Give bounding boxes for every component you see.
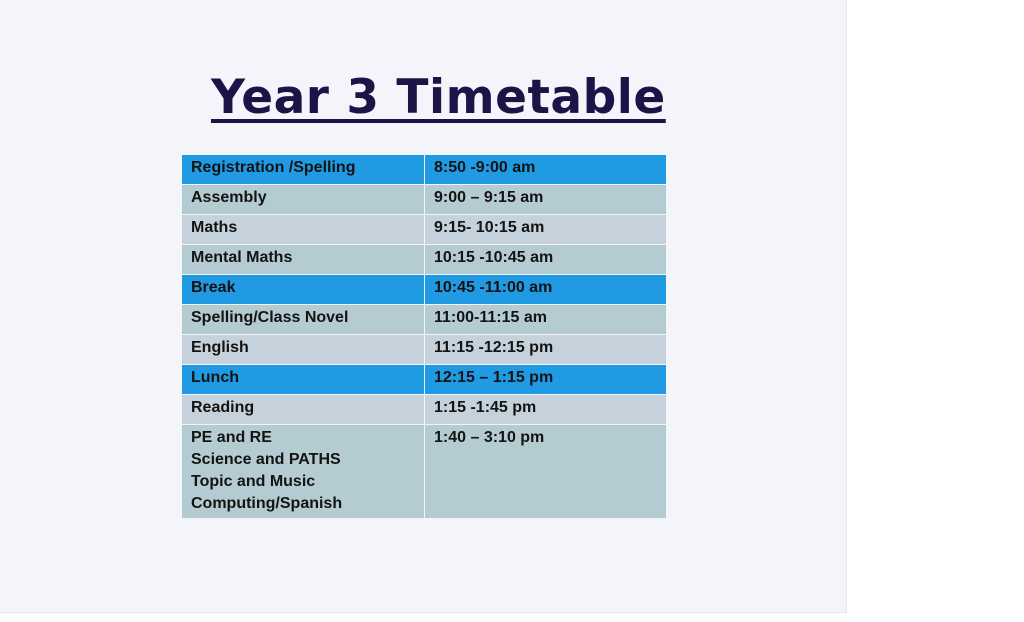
subject-cell: Reading: [182, 395, 425, 425]
time-cell: 1:15 -1:45 pm: [425, 395, 667, 425]
time-cell: 9:15- 10:15 am: [425, 215, 667, 245]
page-title: Year 3 Timetable: [211, 70, 666, 125]
time-cell: 10:45 -11:00 am: [425, 275, 667, 305]
subject-cell: Spelling/Class Novel: [182, 305, 425, 335]
table-row: [182, 425, 667, 519]
subject-cell: [182, 425, 425, 519]
subject-cell: Mental Maths: [182, 245, 425, 275]
time-cell: 8:50 -9:00 am: [425, 155, 667, 185]
time-cell: 10:15 -10:45 am: [425, 245, 667, 275]
time-cell: 9:00 – 9:15 am: [425, 185, 667, 215]
table-row: [182, 215, 667, 245]
table-row: [182, 185, 667, 215]
subject-line: Science and PATHS: [191, 451, 341, 468]
subject-line: Topic and Music: [191, 473, 316, 490]
table-row: [182, 155, 667, 185]
subject-line: PE and RE: [191, 429, 272, 446]
table-row: [182, 305, 667, 335]
subject-cell: Assembly: [182, 185, 425, 215]
table-row: [182, 335, 667, 365]
time-cell: 11:00-11:15 am: [425, 305, 667, 335]
timetable: [181, 154, 667, 519]
time-cell: 1:40 – 3:10 pm: [425, 425, 667, 519]
subject-cell: Lunch: [182, 365, 425, 395]
subject-cell: Registration /Spelling: [182, 155, 425, 185]
table-row: [182, 365, 667, 395]
table-row: [182, 395, 667, 425]
subject-cell: English: [182, 335, 425, 365]
subject-line: Computing/Spanish: [191, 495, 343, 512]
table-row: [182, 245, 667, 275]
time-cell: 12:15 – 1:15 pm: [425, 365, 667, 395]
time-cell: 11:15 -12:15 pm: [425, 335, 667, 365]
table-row: [182, 275, 667, 305]
subject-cell: Maths: [182, 215, 425, 245]
subject-cell: Break: [182, 275, 425, 305]
